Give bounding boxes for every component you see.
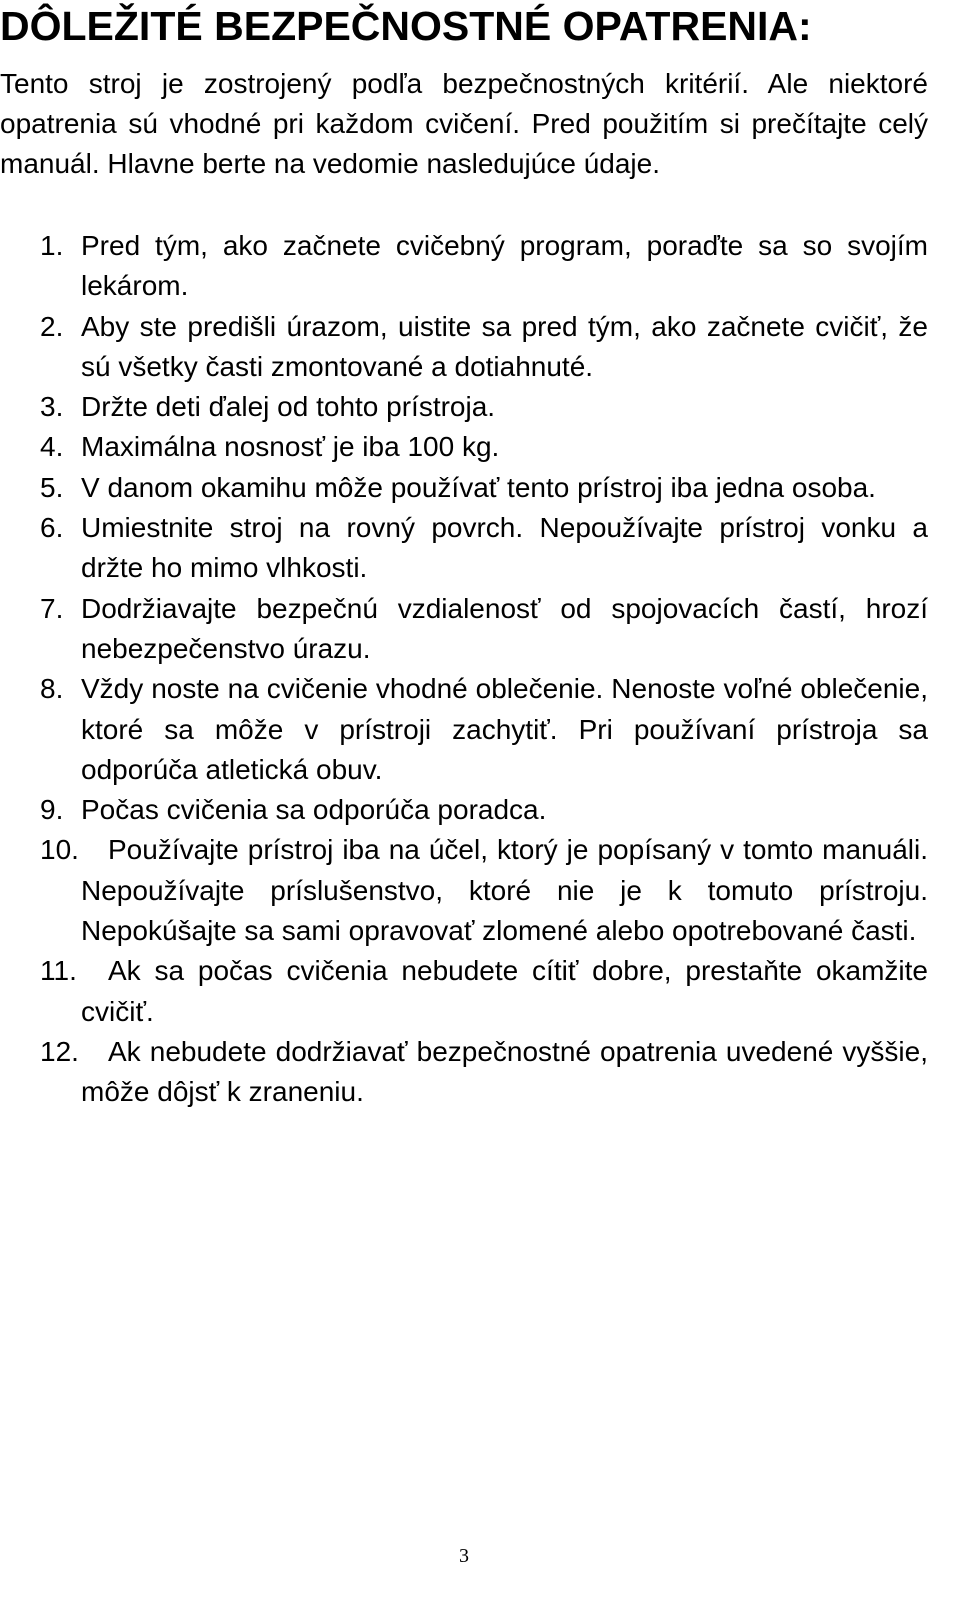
list-item-number: 1. (40, 230, 64, 261)
list-item (0, 830, 928, 951)
list-item-text: Vždy noste na cvičenie vhodné oblečenie. Nenoste voľné oblečenie, ktoré sa môže v prístroji zachytiť. Pri používaní prístroja sa odporúča atletická obuv. (81, 673, 928, 785)
list-item-number: 6. (40, 512, 64, 544)
list-item-text: Ak nebudete dodržiavať bezpečnostné opatrenia uvedené vyššie, môže dôjsť k zraneniu. (81, 1035, 928, 1108)
list-item (0, 468, 928, 508)
list-item-text: Dodržiavajte bezpečnú vzdialenosť od spojovacích častí, hrozí nebezpečenstvo úrazu. (81, 592, 928, 664)
list-item (0, 387, 928, 427)
list-item-number: 3. (40, 391, 64, 423)
list-item (0, 669, 928, 790)
list-item-text: Pred tým, ako začnete cvičebný program, poraďte sa so svojím lekárom. (81, 230, 928, 302)
list-item-text: Používajte prístroj iba na účel, ktorý je popísaný v tomto manuáli. Nepoužívajte príslušenstvo, ktoré nie je k tomuto prístroju. Nepokúšajte sa sami opravovať zlomené alebo opotrebované časti. (81, 834, 928, 947)
list-item-text: Držte deti ďalej od tohto prístroja. (81, 391, 496, 423)
page-title: DÔLEŽITÉ BEZPEČNOSTNÉ OPATRENIA: (0, 3, 812, 49)
list-item (0, 427, 928, 467)
list-item-text: V danom okamihu môže používať tento prístroj iba jedna osoba. (81, 471, 876, 503)
list-item-number: 5. (40, 471, 64, 503)
list-item (0, 508, 928, 589)
list-item (0, 951, 928, 1032)
list-item-number: 8. (40, 673, 64, 705)
list-item-number: 12. (40, 1035, 79, 1067)
safety-list (0, 226, 928, 1113)
list-item (0, 589, 928, 670)
list-item (0, 226, 928, 307)
page-number: 3 (459, 1545, 469, 1567)
list-item-number: 10. (40, 834, 79, 866)
list-item-number: 2. (40, 310, 64, 342)
list-item-text: Aby ste predišli úrazom, uistite sa pred tým, ako začnete cvičiť, že sú všetky časti zmontované a dotiahnuté. (81, 310, 928, 382)
list-item (0, 1032, 928, 1113)
list-item-text: Počas cvičenia sa odporúča poradca. (81, 794, 547, 826)
list-item-number: 4. (40, 431, 64, 463)
list-item (0, 307, 928, 388)
intro-paragraph: Tento stroj je zostrojený podľa bezpečnostných kritérií. Ale niektoré opatrenia sú vhodné pri každom cvičení. Pred použitím si prečítajte celý manuál. Hlavne berte na vedomie nasledujúce údaje. (0, 68, 928, 179)
list-item-text: Umiestnite stroj na rovný povrch. Nepoužívajte prístroj vonku a držte ho mimo vlhkosti. (81, 512, 928, 584)
list-item (0, 790, 928, 830)
list-item-number: 11. (40, 955, 77, 987)
list-item-text: Ak sa počas cvičenia nebudete cítiť dobre, prestaňte okamžite cvičiť. (81, 955, 928, 1027)
list-item-number: 9. (40, 794, 64, 826)
list-item-number: 7. (40, 592, 64, 624)
list-item-text: Maximálna nosnosť je iba 100 kg. (81, 431, 500, 463)
